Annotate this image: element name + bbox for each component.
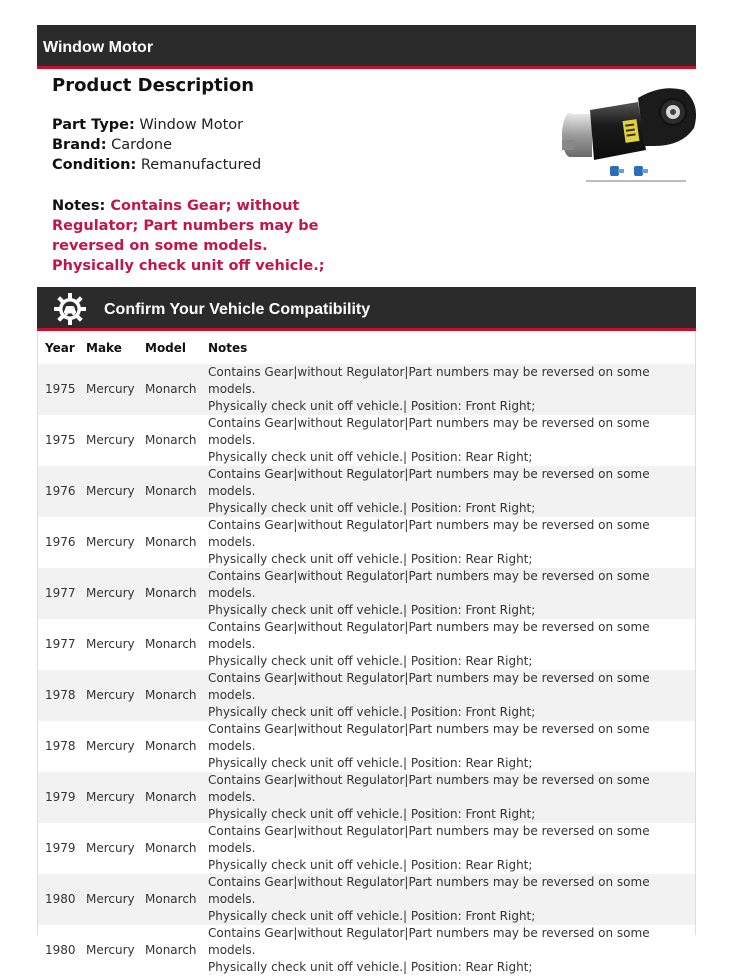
spec-part-type xyxy=(52,115,261,135)
model-cell: Monarch xyxy=(145,823,208,874)
notes-cell xyxy=(208,619,695,670)
notes-cell xyxy=(208,568,695,619)
model-cell: Monarch xyxy=(145,874,208,925)
notes-line-2: Physically check unit off vehicle.| Position: Rear Right; xyxy=(208,450,533,464)
notes-line-1: Contains Gear|without Regulator|Part numbers may be reversed on some models. xyxy=(208,467,650,498)
table-row xyxy=(38,721,695,772)
product-image xyxy=(556,80,701,185)
year-cell: 1977 xyxy=(38,619,86,670)
part-type-value: Window Motor xyxy=(139,117,244,133)
notes-line-1: Contains Gear|without Regulator|Part numbers may be reversed on some models. xyxy=(208,569,650,600)
part-type-label: Part Type: xyxy=(52,117,135,133)
column-header-year: Year xyxy=(45,340,75,355)
notes-line-1: Contains Gear|without Regulator|Part numbers may be reversed on some models. xyxy=(208,518,650,549)
notes-line-1: Contains Gear|without Regulator|Part numbers may be reversed on some models. xyxy=(208,416,650,447)
model-cell: Monarch xyxy=(145,925,208,976)
make-cell: Mercury xyxy=(86,364,145,415)
notes-line-2: Physically check unit off vehicle.| Position: Rear Right; xyxy=(208,756,533,770)
notes-line-2: Physically check unit off vehicle.| Position: Rear Right; xyxy=(208,858,533,872)
year-cell: 1980 xyxy=(38,925,86,976)
notes-line-2: Physically check unit off vehicle.| Position: Rear Right; xyxy=(208,654,533,668)
notes xyxy=(52,196,352,276)
notes-line-1: Contains Gear|without Regulator|Part numbers may be reversed on some models. xyxy=(208,722,650,753)
spec-brand xyxy=(52,135,261,155)
spec-list xyxy=(52,115,261,175)
notes-value: Contains Gear; without Regulator; Part numbers may be reversed on some models. Physically check unit off vehicle.; xyxy=(52,198,325,274)
year-cell: 1976 xyxy=(38,466,86,517)
notes-cell xyxy=(208,721,695,772)
notes-cell xyxy=(208,364,695,415)
gear-car-icon xyxy=(53,292,87,326)
year-cell: 1980 xyxy=(38,874,86,925)
model-cell: Monarch xyxy=(145,466,208,517)
condition-label: Condition: xyxy=(52,157,137,173)
condition-value: Remanufactured xyxy=(140,157,262,173)
make-cell: Mercury xyxy=(86,670,145,721)
make-cell: Mercury xyxy=(86,619,145,670)
description-heading: Product Description xyxy=(52,75,255,96)
year-cell: 1975 xyxy=(38,415,86,466)
table-row xyxy=(38,415,695,466)
page-title: Window Motor xyxy=(43,39,154,56)
table-row xyxy=(38,466,695,517)
compatibility-title: Confirm Your Vehicle Compatibility xyxy=(104,301,371,318)
model-cell: Monarch xyxy=(145,517,208,568)
notes-cell xyxy=(208,670,695,721)
make-cell: Mercury xyxy=(86,466,145,517)
compatibility-bar xyxy=(37,287,696,331)
make-cell: Mercury xyxy=(86,568,145,619)
table-row xyxy=(38,619,695,670)
spec-condition xyxy=(52,155,261,175)
year-cell: 1975 xyxy=(38,364,86,415)
notes-line-2: Physically check unit off vehicle.| Position: Front Right; xyxy=(208,807,536,821)
compatibility-table xyxy=(37,331,696,974)
title-bar xyxy=(37,25,696,69)
model-cell: Monarch xyxy=(145,721,208,772)
year-cell: 1977 xyxy=(38,568,86,619)
brand-value: Cardone xyxy=(111,137,173,153)
year-cell: 1978 xyxy=(38,721,86,772)
table-row xyxy=(38,823,695,874)
make-cell: Mercury xyxy=(86,415,145,466)
year-cell: 1979 xyxy=(38,823,86,874)
notes-line-1: Contains Gear|without Regulator|Part numbers may be reversed on some models. xyxy=(208,824,650,855)
notes-cell xyxy=(208,925,695,976)
table-row xyxy=(38,670,695,721)
notes-line-1: Contains Gear|without Regulator|Part numbers may be reversed on some models. xyxy=(208,875,650,906)
model-cell: Monarch xyxy=(145,364,208,415)
notes-cell xyxy=(208,874,695,925)
notes-cell xyxy=(208,466,695,517)
notes-line-2: Physically check unit off vehicle.| Position: Front Right; xyxy=(208,909,536,923)
table-row xyxy=(38,364,695,415)
year-cell: 1979 xyxy=(38,772,86,823)
make-cell: Mercury xyxy=(86,721,145,772)
make-cell: Mercury xyxy=(86,772,145,823)
notes-line-2: Physically check unit off vehicle.| Position: Front Right; xyxy=(208,501,536,515)
table-row xyxy=(38,772,695,823)
notes-label: Notes: xyxy=(52,198,106,214)
make-cell: Mercury xyxy=(86,874,145,925)
notes-line-2: Physically check unit off vehicle.| Position: Rear Right; xyxy=(208,552,533,566)
notes-line-1: Contains Gear|without Regulator|Part numbers may be reversed on some models. xyxy=(208,620,650,651)
notes-cell xyxy=(208,517,695,568)
column-header-make: Make xyxy=(86,340,122,355)
model-cell: Monarch xyxy=(145,772,208,823)
notes-line-1: Contains Gear|without Regulator|Part numbers may be reversed on some models. xyxy=(208,926,650,957)
table-row xyxy=(38,925,695,976)
table-row xyxy=(38,517,695,568)
notes-line-2: Physically check unit off vehicle.| Position: Front Right; xyxy=(208,399,536,413)
make-cell: Mercury xyxy=(86,517,145,568)
year-cell: 1976 xyxy=(38,517,86,568)
notes-cell xyxy=(208,772,695,823)
table-row xyxy=(38,568,695,619)
notes-line-1: Contains Gear|without Regulator|Part numbers may be reversed on some models. xyxy=(208,365,650,396)
notes-cell xyxy=(208,823,695,874)
model-cell: Monarch xyxy=(145,670,208,721)
make-cell: Mercury xyxy=(86,823,145,874)
notes-line-2: Physically check unit off vehicle.| Position: Rear Right; xyxy=(208,960,533,974)
model-cell: Monarch xyxy=(145,415,208,466)
notes-cell xyxy=(208,415,695,466)
model-cell: Monarch xyxy=(145,619,208,670)
table-row xyxy=(38,874,695,925)
notes-line-1: Contains Gear|without Regulator|Part numbers may be reversed on some models. xyxy=(208,773,650,804)
notes-line-2: Physically check unit off vehicle.| Position: Front Right; xyxy=(208,603,536,617)
notes-line-2: Physically check unit off vehicle.| Position: Front Right; xyxy=(208,705,536,719)
column-header-notes: Notes xyxy=(208,340,248,355)
column-header-model: Model xyxy=(145,340,187,355)
model-cell: Monarch xyxy=(145,568,208,619)
table-header-row xyxy=(38,331,695,364)
product-description xyxy=(52,75,372,97)
brand-label: Brand: xyxy=(52,137,107,153)
make-cell: Mercury xyxy=(86,925,145,976)
year-cell: 1978 xyxy=(38,670,86,721)
notes-line-1: Contains Gear|without Regulator|Part numbers may be reversed on some models. xyxy=(208,671,650,702)
